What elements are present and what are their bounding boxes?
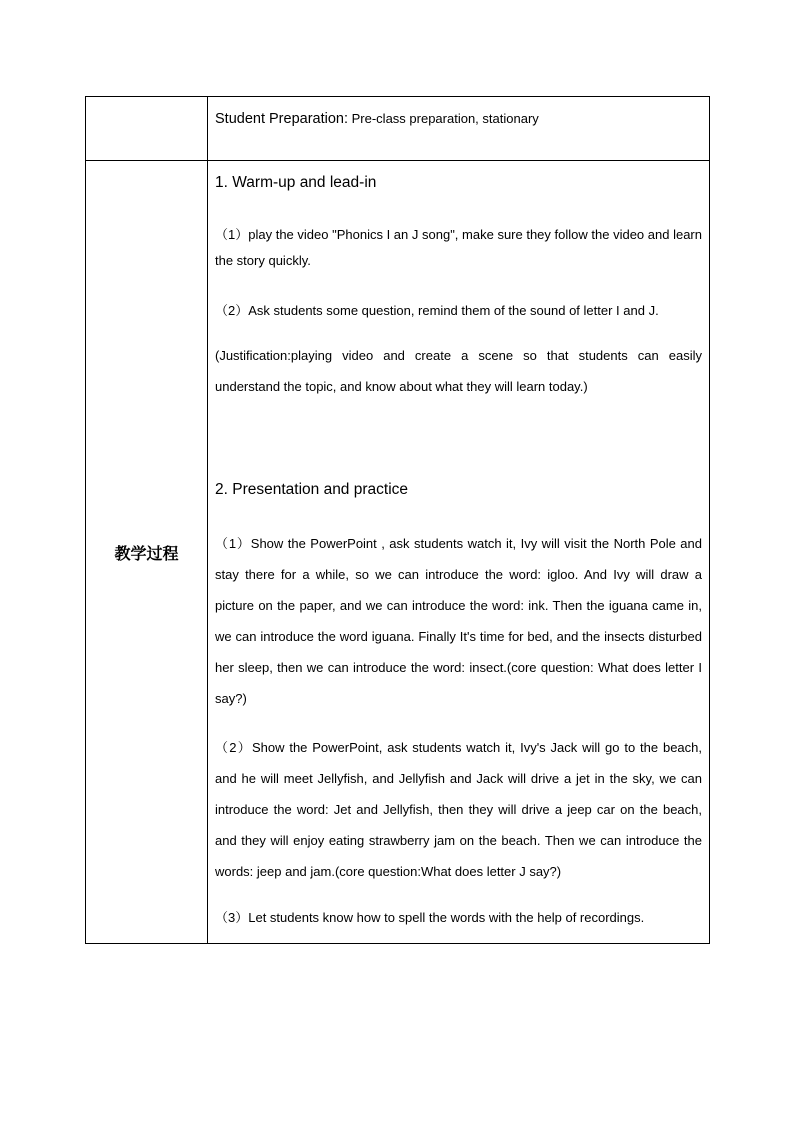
section-label-cell [86, 161, 208, 944]
empty-label-cell [86, 97, 208, 161]
process-row [86, 161, 710, 944]
lesson-plan-table [85, 96, 710, 944]
warmup-justification: (Justification:playing video and create a scene so that students can easily understand the topic, and know about what they will learn today.) [215, 348, 702, 394]
section-label: 教学过程 [114, 543, 179, 563]
warmup-item: （2）Ask students some question, remind them of the sound of letter I and J. [215, 303, 659, 318]
presentation-item: （3）Let students know how to spell the words with the help of recordings. [215, 910, 645, 925]
warmup-item: （1）play the video "Phonics I an J song", make sure they follow the video and learn the story quickly. [215, 227, 702, 268]
presentation-item: （2）Show the PowerPoint, ask students watch it, Ivy's Jack will go to the beach, and he will meet Jellyfish, and Jellyfish and Jack will drive a jet in the sky, we can introduce the word: Jet and Jellyfish, then they will drive a jeep car on the beach, and they will enjoy eating strawberry jam on the beach. Then we can introduce the words: jeep and jam.(core question:What does letter J say?) [215, 740, 702, 879]
presentation-item: （1）Show the PowerPoint , ask students watch it, Ivy will visit the North Pole and stay there for a while, so we can introduce the word: igloo. And Ivy will draw a picture on the paper, and we can introduce the word: ink. Then the iguana came in, we can introduce the word iguana. Finally It's time for bed, and the insects disturbed her sleep, then we can introduce the word: insect.(core question: What does letter I say?) [215, 536, 702, 706]
presentation-heading: 2. Presentation and practice [215, 481, 409, 498]
preparation-cell [208, 97, 710, 161]
warmup-heading: 1. Warm-up and lead-in [215, 174, 377, 191]
process-content-cell [208, 161, 710, 944]
preparation-label: Student Preparation: [215, 111, 349, 127]
preparation-text: Pre-class preparation, stationary [348, 111, 539, 126]
preparation-row [86, 97, 710, 161]
